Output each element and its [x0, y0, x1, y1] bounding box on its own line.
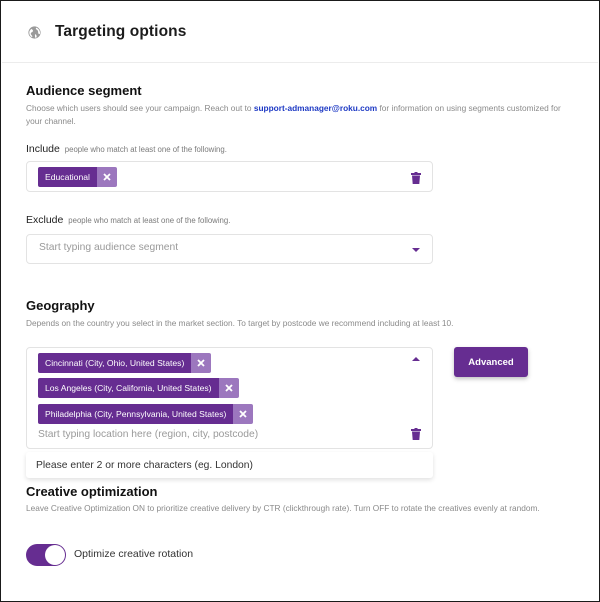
exclude-segment-input[interactable] [26, 234, 433, 264]
support-email-link[interactable]: support-admanager@roku.com [253, 103, 378, 113]
exclude-label-text: Exclude [26, 214, 64, 226]
globe-icon [28, 26, 41, 39]
audience-description [26, 102, 571, 128]
location-chip [38, 404, 253, 424]
location-placeholder: Start typing location here (region, city, postcode) [38, 429, 259, 440]
remove-chip-button[interactable] [219, 378, 239, 398]
optimize-rotation-toggle[interactable] [26, 544, 66, 566]
toggle-knob [45, 545, 65, 565]
location-chip-label: Cincinnati (City, Ohio, United States) [38, 353, 191, 373]
trash-icon[interactable] [411, 428, 421, 440]
exclude-placeholder: Start typing audience segment [39, 242, 179, 253]
close-icon [225, 384, 233, 392]
creative-description: Leave Creative Optimization ON to prioritize creative delivery by CTR (clickthrough rate). Turn OFF to rotate the creatives evenly at random. [26, 503, 540, 513]
close-icon [197, 359, 205, 367]
location-chip-label: Philadelphia (City, Pennsylvania, United States) [38, 404, 233, 424]
location-chip [38, 378, 239, 398]
geography-section-title: Geography [26, 298, 95, 313]
location-hint-dropdown: Please enter 2 or more characters (eg. London) [26, 452, 433, 478]
remove-chip-button[interactable] [191, 353, 211, 373]
location-chip [38, 353, 211, 373]
location-chip-label: Los Angeles (City, California, United States) [38, 378, 219, 398]
page-title: Targeting options [55, 23, 187, 40]
geography-location-input[interactable] [26, 347, 433, 449]
creative-section-title: Creative optimization [26, 484, 158, 499]
include-label [26, 143, 227, 155]
advanced-button[interactable]: Advanced [454, 347, 528, 377]
segment-chip [38, 167, 117, 187]
chevron-down-icon[interactable] [412, 248, 420, 252]
geography-description: Depends on the country you select in the market section. To target by postcode we recommend including at least 10. [26, 318, 454, 328]
include-segment-input[interactable] [26, 161, 433, 192]
exclude-label [26, 214, 230, 226]
close-icon [239, 410, 247, 418]
exclude-sublabel: people who match at least one of the following. [68, 216, 231, 225]
segment-chip-label: Educational [38, 167, 97, 187]
chevron-up-icon[interactable] [412, 357, 420, 361]
close-icon [103, 173, 111, 181]
remove-chip-button[interactable] [233, 404, 253, 424]
trash-icon[interactable] [411, 172, 421, 184]
panel-header [2, 2, 598, 63]
include-label-text: Include [26, 143, 60, 155]
remove-chip-button[interactable] [97, 167, 117, 187]
include-sublabel: people who match at least one of the following. [64, 145, 227, 154]
audience-desc-text-after: for information on using segments customized for your channel. [26, 103, 561, 126]
audience-desc-text: Choose which users should see your campaign. Reach out to [26, 103, 254, 113]
audience-section-title: Audience segment [26, 83, 142, 98]
optimize-rotation-label: Optimize creative rotation [74, 548, 194, 560]
